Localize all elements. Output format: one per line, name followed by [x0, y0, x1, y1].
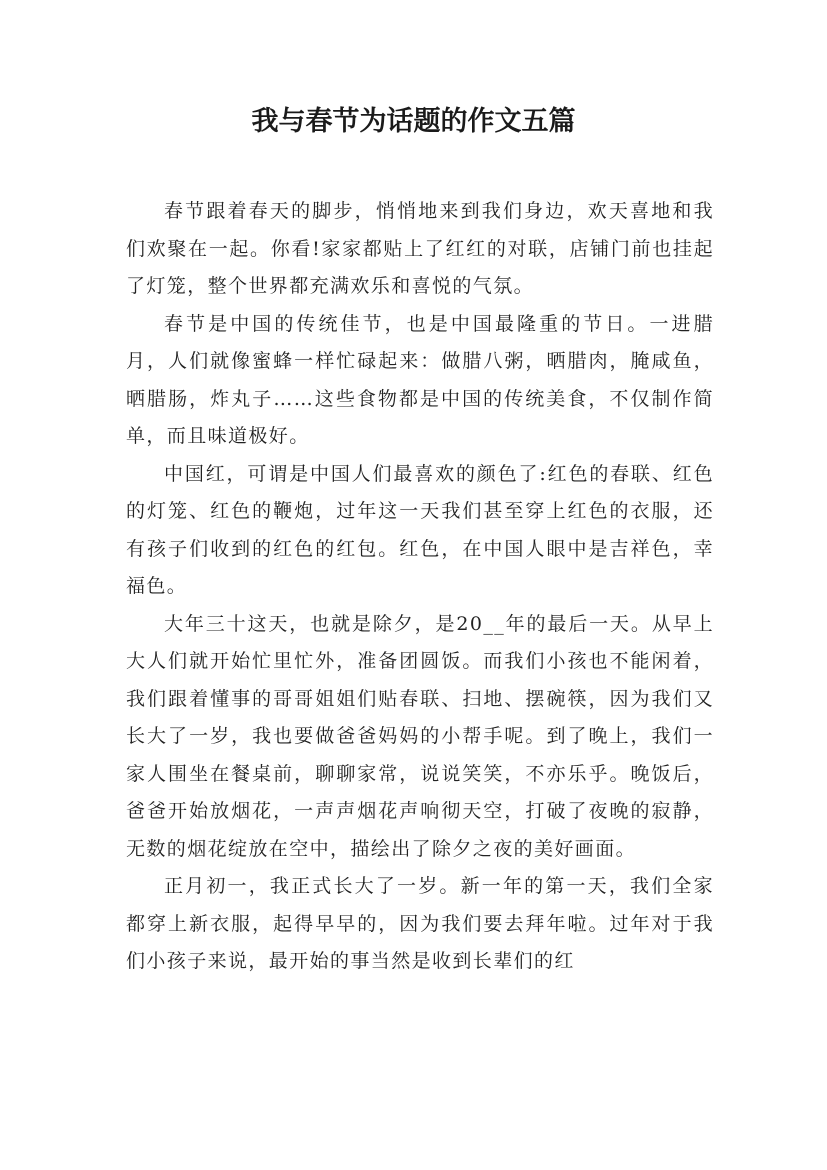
paragraph-5: 正月初一，我正式长大了一岁。新一年的第一天，我们全家都穿上新衣服，起得早早的，因为我们要去拜年啦。过年对于我们小孩子来说，最开始的事当然是收到长辈们的红: [126, 875, 714, 972]
document-body: [126, 193, 714, 981]
paragraph-1: 春节跟着春天的脚步，悄悄地来到我们身边，欢天喜地和我们欢聚在一起。你看!家家都贴上了红红的对联，店铺门前也挂起了灯笼，整个世界都充满欢乐和喜悦的气氛。: [126, 200, 714, 297]
document-title: 我与春节为话题的作文五篇: [251, 106, 576, 137]
paragraph-4: 大年三十这天，也就是除夕，是20__年的最后一天。从早上大人们就开始忙里忙外，准备团圆饭。而我们小孩也不能闲着，我们跟着懂事的哥哥姐姐们贴春联、扫地、摆碗筷，因为我们又长大了一岁，我也要做爸爸妈妈的小帮手呢。到了晚上，我们一家人围坐在餐桌前，聊聊家常，说说笑笑，不亦乐乎。晚饭后，爸爸开始放烟花，一声声烟花声响彻天空，打破了夜晚的寂静，无数的烟花绽放在空中，描绘出了除夕之夜的美好画面。: [126, 612, 714, 860]
paragraph-3: 中国红，可谓是中国人们最喜欢的颜色了:红色的春联、红色的灯笼、红色的鞭炮，过年这一天我们甚至穿上红色的衣服，还有孩子们收到的红色的红包。红色，在中国人眼中是吉祥色，幸福色。: [126, 462, 714, 597]
paragraph-2: 春节是中国的传统佳节，也是中国最隆重的节日。一进腊月，人们就像蜜蜂一样忙碌起来：做腊八粥，晒腊肉，腌咸鱼，晒腊肠，炸丸子……这些食物都是中国的传统美食，不仅制作简单，而且味道极好。: [126, 312, 714, 447]
